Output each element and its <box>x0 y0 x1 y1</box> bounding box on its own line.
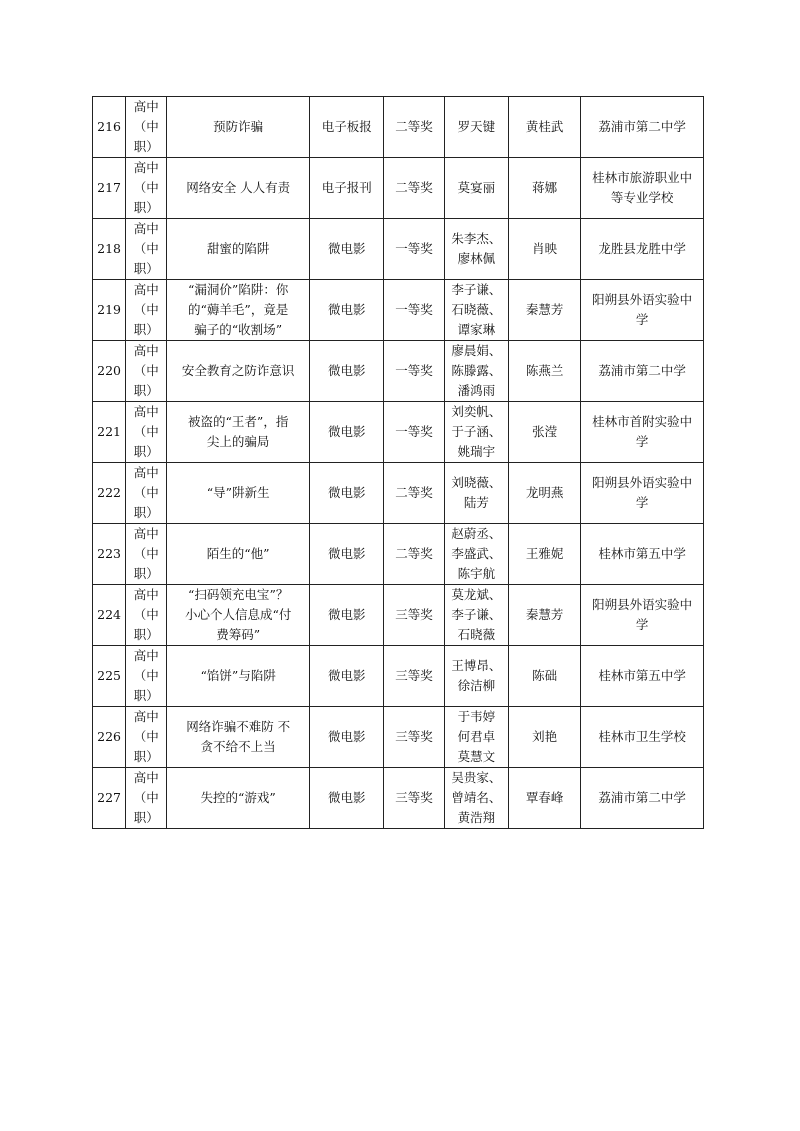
row-number: 226 <box>93 707 126 768</box>
work-type: 微电影 <box>310 219 384 280</box>
school-cell-line: 荔浦市第二中学 <box>598 119 686 134</box>
work-type: 微电影 <box>310 402 384 463</box>
authors-cell-line: 莫龙斌、 <box>451 587 502 602</box>
work-title <box>167 524 310 585</box>
authors-cell-line: 于韦婷 <box>457 709 496 724</box>
work-title-line: “导”阱新生 <box>206 485 270 500</box>
work-title <box>167 341 310 402</box>
school-cell-line: 桂林市首附实验中 <box>592 414 693 429</box>
group-cell-line: 职） <box>133 566 159 581</box>
teacher-cell: 秦慧芳 <box>508 280 580 341</box>
work-title <box>167 585 310 646</box>
work-title <box>167 768 310 829</box>
authors-cell-line: 陆芳 <box>463 495 489 510</box>
authors-cell-line: 何君卓 <box>457 729 496 744</box>
school-cell-line: 学 <box>635 617 649 632</box>
award-level: 一等奖 <box>384 280 444 341</box>
group-cell-line: （中 <box>133 790 159 805</box>
group-cell-line: 职） <box>133 139 159 154</box>
work-title <box>167 646 310 707</box>
work-type: 微电影 <box>310 341 384 402</box>
work-type: 电子报刊 <box>310 158 384 219</box>
award-level: 二等奖 <box>384 158 444 219</box>
row-number: 217 <box>93 158 126 219</box>
authors-cell <box>444 768 508 829</box>
group-cell-line: （中 <box>133 546 159 561</box>
table-row <box>93 646 704 707</box>
authors-cell <box>444 646 508 707</box>
row-number: 219 <box>93 280 126 341</box>
school-cell-line: 阳朔县外语实验中 <box>592 597 693 612</box>
authors-cell <box>444 97 508 158</box>
group-cell-line: 高中 <box>133 587 159 602</box>
table-row <box>93 341 704 402</box>
teacher-cell: 黄桂武 <box>508 97 580 158</box>
school-cell <box>581 585 704 646</box>
school-cell-line: 荔浦市第二中学 <box>598 790 686 805</box>
authors-cell <box>444 341 508 402</box>
group-cell <box>126 402 167 463</box>
authors-cell-line: 朱李杰、 <box>451 231 502 246</box>
row-number: 216 <box>93 97 126 158</box>
work-title-line: 小心个人信息成“付 <box>184 607 292 622</box>
authors-cell <box>444 219 508 280</box>
group-cell-line: （中 <box>133 729 159 744</box>
school-cell <box>581 341 704 402</box>
authors-cell-line: 黄浩翔 <box>457 810 496 825</box>
authors-cell <box>444 158 508 219</box>
school-cell-line: 学 <box>635 495 649 510</box>
authors-cell <box>444 524 508 585</box>
authors-cell <box>444 280 508 341</box>
authors-cell-line: 于子涵、 <box>451 424 502 439</box>
group-cell-line: 高中 <box>133 648 159 663</box>
school-cell <box>581 524 704 585</box>
work-title-line: 预防诈骗 <box>213 119 264 134</box>
table-row <box>93 707 704 768</box>
authors-cell-line: 姚瑞宇 <box>457 444 496 459</box>
school-cell <box>581 707 704 768</box>
school-cell <box>581 280 704 341</box>
group-cell-line: 职） <box>133 261 159 276</box>
work-title-line: 的“薅羊毛”，竟是 <box>188 302 289 317</box>
group-cell-line: 高中 <box>133 343 159 358</box>
authors-cell-line: 廖晨娟、 <box>451 343 502 358</box>
authors-cell-line: 王博昂、 <box>451 658 502 673</box>
group-cell <box>126 97 167 158</box>
school-cell <box>581 646 704 707</box>
group-cell-line: 高中 <box>133 465 159 480</box>
authors-cell-line: 石晓薇、 <box>451 302 502 317</box>
school-cell-line: 桂林市卫生学校 <box>598 729 686 744</box>
award-level: 二等奖 <box>384 97 444 158</box>
group-cell <box>126 463 167 524</box>
group-cell <box>126 707 167 768</box>
work-type: 微电影 <box>310 707 384 768</box>
school-cell <box>581 768 704 829</box>
award-level: 一等奖 <box>384 402 444 463</box>
work-type: 微电影 <box>310 646 384 707</box>
row-number: 221 <box>93 402 126 463</box>
award-level: 二等奖 <box>384 463 444 524</box>
work-title-line: 安全教育之防诈意识 <box>181 363 295 378</box>
work-title-line: “馅饼”与陷阱 <box>200 668 276 683</box>
school-cell-line: 学 <box>635 312 649 327</box>
authors-cell-line: 陈滕露、 <box>451 363 502 378</box>
row-number: 222 <box>93 463 126 524</box>
school-cell-line: 阳朔县外语实验中 <box>592 292 693 307</box>
table-row <box>93 97 704 158</box>
work-title <box>167 280 310 341</box>
group-cell-line: 职） <box>133 688 159 703</box>
work-title-line: 骗子的“收割场” <box>194 322 283 337</box>
authors-cell-line: 刘奕帆、 <box>451 404 502 419</box>
work-title-line: 网络诈骗不难防 不 <box>186 719 291 734</box>
row-number: 223 <box>93 524 126 585</box>
row-number: 225 <box>93 646 126 707</box>
award-level: 三等奖 <box>384 646 444 707</box>
authors-cell-line: 谭家琳 <box>457 322 496 337</box>
group-cell-line: 职） <box>133 383 159 398</box>
row-number: 218 <box>93 219 126 280</box>
teacher-cell: 龙明燕 <box>508 463 580 524</box>
award-level: 一等奖 <box>384 341 444 402</box>
authors-cell-line: 李盛武、 <box>451 546 502 561</box>
group-cell-line: （中 <box>133 241 159 256</box>
group-cell-line: 高中 <box>133 221 159 236</box>
school-cell-line: 龙胜县龙胜中学 <box>598 241 686 256</box>
group-cell-line: （中 <box>133 363 159 378</box>
teacher-cell: 刘艳 <box>508 707 580 768</box>
table-row <box>93 402 704 463</box>
authors-cell-line: 李子谦、 <box>451 607 502 622</box>
authors-cell-line: 曾靖名、 <box>451 790 502 805</box>
school-cell <box>581 463 704 524</box>
school-cell-line: 学 <box>635 434 649 449</box>
group-cell-line: 高中 <box>133 99 159 114</box>
work-type: 微电影 <box>310 524 384 585</box>
authors-cell-line: 莫慧文 <box>457 749 496 764</box>
award-level: 三等奖 <box>384 707 444 768</box>
work-title-line: 网络安全 人人有责 <box>186 180 291 195</box>
table-row <box>93 524 704 585</box>
school-cell-line: 荔浦市第二中学 <box>598 363 686 378</box>
school-cell-line: 桂林市第五中学 <box>598 546 686 561</box>
work-type: 微电影 <box>310 463 384 524</box>
work-title-line: 甜蜜的陷阱 <box>206 241 270 256</box>
teacher-cell: 陈燕兰 <box>508 341 580 402</box>
work-title-line: 贪不给不上当 <box>200 739 276 754</box>
group-cell-line: 高中 <box>133 282 159 297</box>
group-cell-line: 职） <box>133 200 159 215</box>
school-cell <box>581 97 704 158</box>
work-title-line: 尖上的骗局 <box>206 434 270 449</box>
row-number: 227 <box>93 768 126 829</box>
group-cell-line: 职） <box>133 444 159 459</box>
group-cell <box>126 158 167 219</box>
group-cell-line: （中 <box>133 302 159 317</box>
awards-table <box>92 96 704 829</box>
authors-cell-line: 刘晓薇、 <box>451 475 502 490</box>
group-cell-line: 高中 <box>133 160 159 175</box>
work-title <box>167 158 310 219</box>
teacher-cell: 肖映 <box>508 219 580 280</box>
authors-cell <box>444 402 508 463</box>
group-cell-line: （中 <box>133 485 159 500</box>
work-type: 电子板报 <box>310 97 384 158</box>
group-cell-line: 职） <box>133 749 159 764</box>
group-cell-line: 高中 <box>133 404 159 419</box>
award-level: 二等奖 <box>384 524 444 585</box>
school-cell-line: 等专业学校 <box>610 190 674 205</box>
table-row <box>93 158 704 219</box>
teacher-cell: 王雅妮 <box>508 524 580 585</box>
school-cell <box>581 158 704 219</box>
authors-cell-line: 莫宴丽 <box>457 180 496 195</box>
award-level: 三等奖 <box>384 768 444 829</box>
award-level: 一等奖 <box>384 219 444 280</box>
authors-cell-line: 吴贵家、 <box>451 770 502 785</box>
school-cell-line: 桂林市旅游职业中 <box>592 170 693 185</box>
school-cell <box>581 219 704 280</box>
authors-cell-line: 赵蔚丞、 <box>451 526 502 541</box>
work-title <box>167 463 310 524</box>
school-cell-line: 阳朔县外语实验中 <box>592 475 693 490</box>
work-title-line: “漏洞价”陷阱：你 <box>188 282 289 297</box>
teacher-cell: 张滢 <box>508 402 580 463</box>
group-cell <box>126 585 167 646</box>
work-title <box>167 402 310 463</box>
teacher-cell: 秦慧芳 <box>508 585 580 646</box>
authors-cell-line: 潘鸿雨 <box>457 383 496 398</box>
group-cell-line: 高中 <box>133 770 159 785</box>
authors-cell-line: 石晓薇 <box>457 627 496 642</box>
group-cell-line: 职） <box>133 810 159 825</box>
group-cell-line: （中 <box>133 424 159 439</box>
group-cell-line: （中 <box>133 180 159 195</box>
table-row <box>93 463 704 524</box>
group-cell-line: 职） <box>133 627 159 642</box>
work-type: 微电影 <box>310 768 384 829</box>
authors-cell <box>444 463 508 524</box>
authors-cell-line: 廖林佩 <box>457 251 496 266</box>
teacher-cell: 覃春峰 <box>508 768 580 829</box>
authors-cell-line: 李子谦、 <box>451 282 502 297</box>
group-cell <box>126 219 167 280</box>
teacher-cell: 陈础 <box>508 646 580 707</box>
row-number: 224 <box>93 585 126 646</box>
work-title-line: 失控的“游戏” <box>200 790 276 805</box>
group-cell-line: （中 <box>133 607 159 622</box>
work-title <box>167 707 310 768</box>
work-title-line: 被盗的“王者”，指 <box>188 414 289 429</box>
work-type: 微电影 <box>310 585 384 646</box>
authors-cell-line: 罗天键 <box>457 119 496 134</box>
group-cell-line: （中 <box>133 668 159 683</box>
work-title-line: 陌生的“他” <box>206 546 270 561</box>
group-cell <box>126 280 167 341</box>
group-cell <box>126 341 167 402</box>
awards-table-body <box>93 97 704 829</box>
table-row <box>93 585 704 646</box>
authors-cell <box>444 585 508 646</box>
group-cell-line: 职） <box>133 322 159 337</box>
group-cell-line: 高中 <box>133 526 159 541</box>
award-level: 三等奖 <box>384 585 444 646</box>
work-title <box>167 219 310 280</box>
authors-cell-line: 陈宇航 <box>457 566 496 581</box>
group-cell <box>126 524 167 585</box>
group-cell-line: （中 <box>133 119 159 134</box>
work-title <box>167 97 310 158</box>
work-type: 微电影 <box>310 280 384 341</box>
table-row <box>93 768 704 829</box>
group-cell <box>126 768 167 829</box>
group-cell-line: 职） <box>133 505 159 520</box>
school-cell <box>581 402 704 463</box>
authors-cell <box>444 707 508 768</box>
work-title-line: 费筹码” <box>216 627 261 642</box>
teacher-cell: 蒋娜 <box>508 158 580 219</box>
row-number: 220 <box>93 341 126 402</box>
table-row <box>93 219 704 280</box>
school-cell-line: 桂林市第五中学 <box>598 668 686 683</box>
table-row <box>93 280 704 341</box>
authors-cell-line: 徐洁柳 <box>457 678 496 693</box>
group-cell <box>126 646 167 707</box>
work-title-line: “扫码领充电宝”？ <box>188 587 289 602</box>
group-cell-line: 高中 <box>133 709 159 724</box>
